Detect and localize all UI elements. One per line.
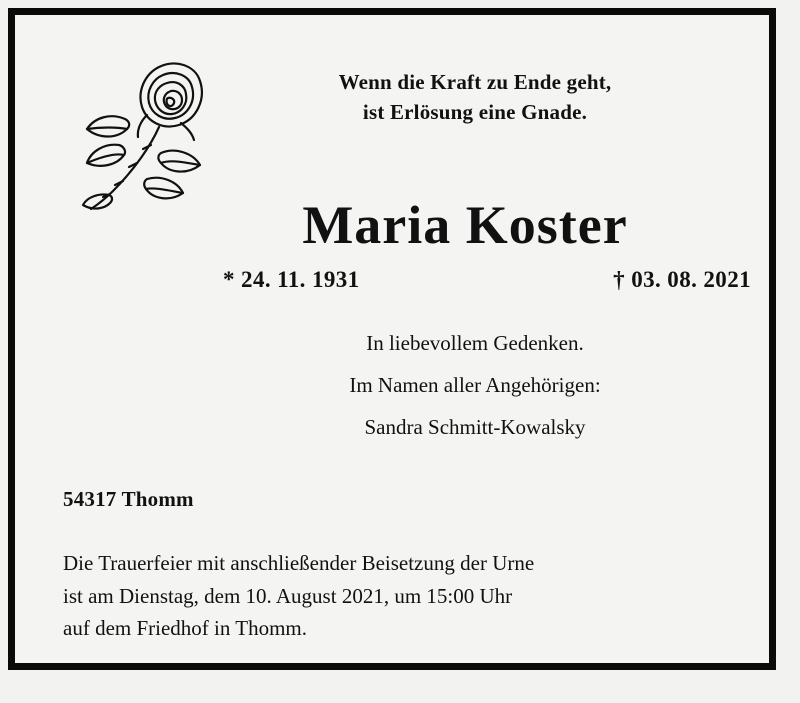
location: 54317 Thomm (63, 487, 194, 511)
deceased-name: Maria Koster (302, 195, 628, 255)
obituary-border (8, 8, 776, 670)
memorial-text (185, 333, 765, 459)
service-details (63, 547, 753, 645)
verse-line-2: ist Erlösung eine Gnade. (362, 100, 588, 125)
memorial-line-2: Im Namen aller Angehörigen: (349, 373, 601, 397)
verse (215, 67, 735, 128)
memorial-line-1: In liebevollem Gedenken. (366, 331, 584, 355)
service-line-3: auf dem Friedhof in Thomm. (63, 616, 307, 641)
birth-date: * 24. 11. 1931 (223, 267, 360, 292)
service-line-2: ist am Dienstag, dem 10. August 2021, um 15:00 Uhr (63, 583, 513, 608)
death-date: † 03. 08. 2021 (613, 267, 751, 292)
obituary-content (15, 15, 769, 663)
verse-line-1: Wenn die Kraft zu Ende geht, (338, 70, 612, 94)
life-dates (205, 267, 765, 293)
service-line-1: Die Trauerfeier mit anschließender Beisetzung der Urne (63, 551, 535, 575)
survivor-name: Sandra Schmitt-Kowalsky (364, 415, 586, 439)
